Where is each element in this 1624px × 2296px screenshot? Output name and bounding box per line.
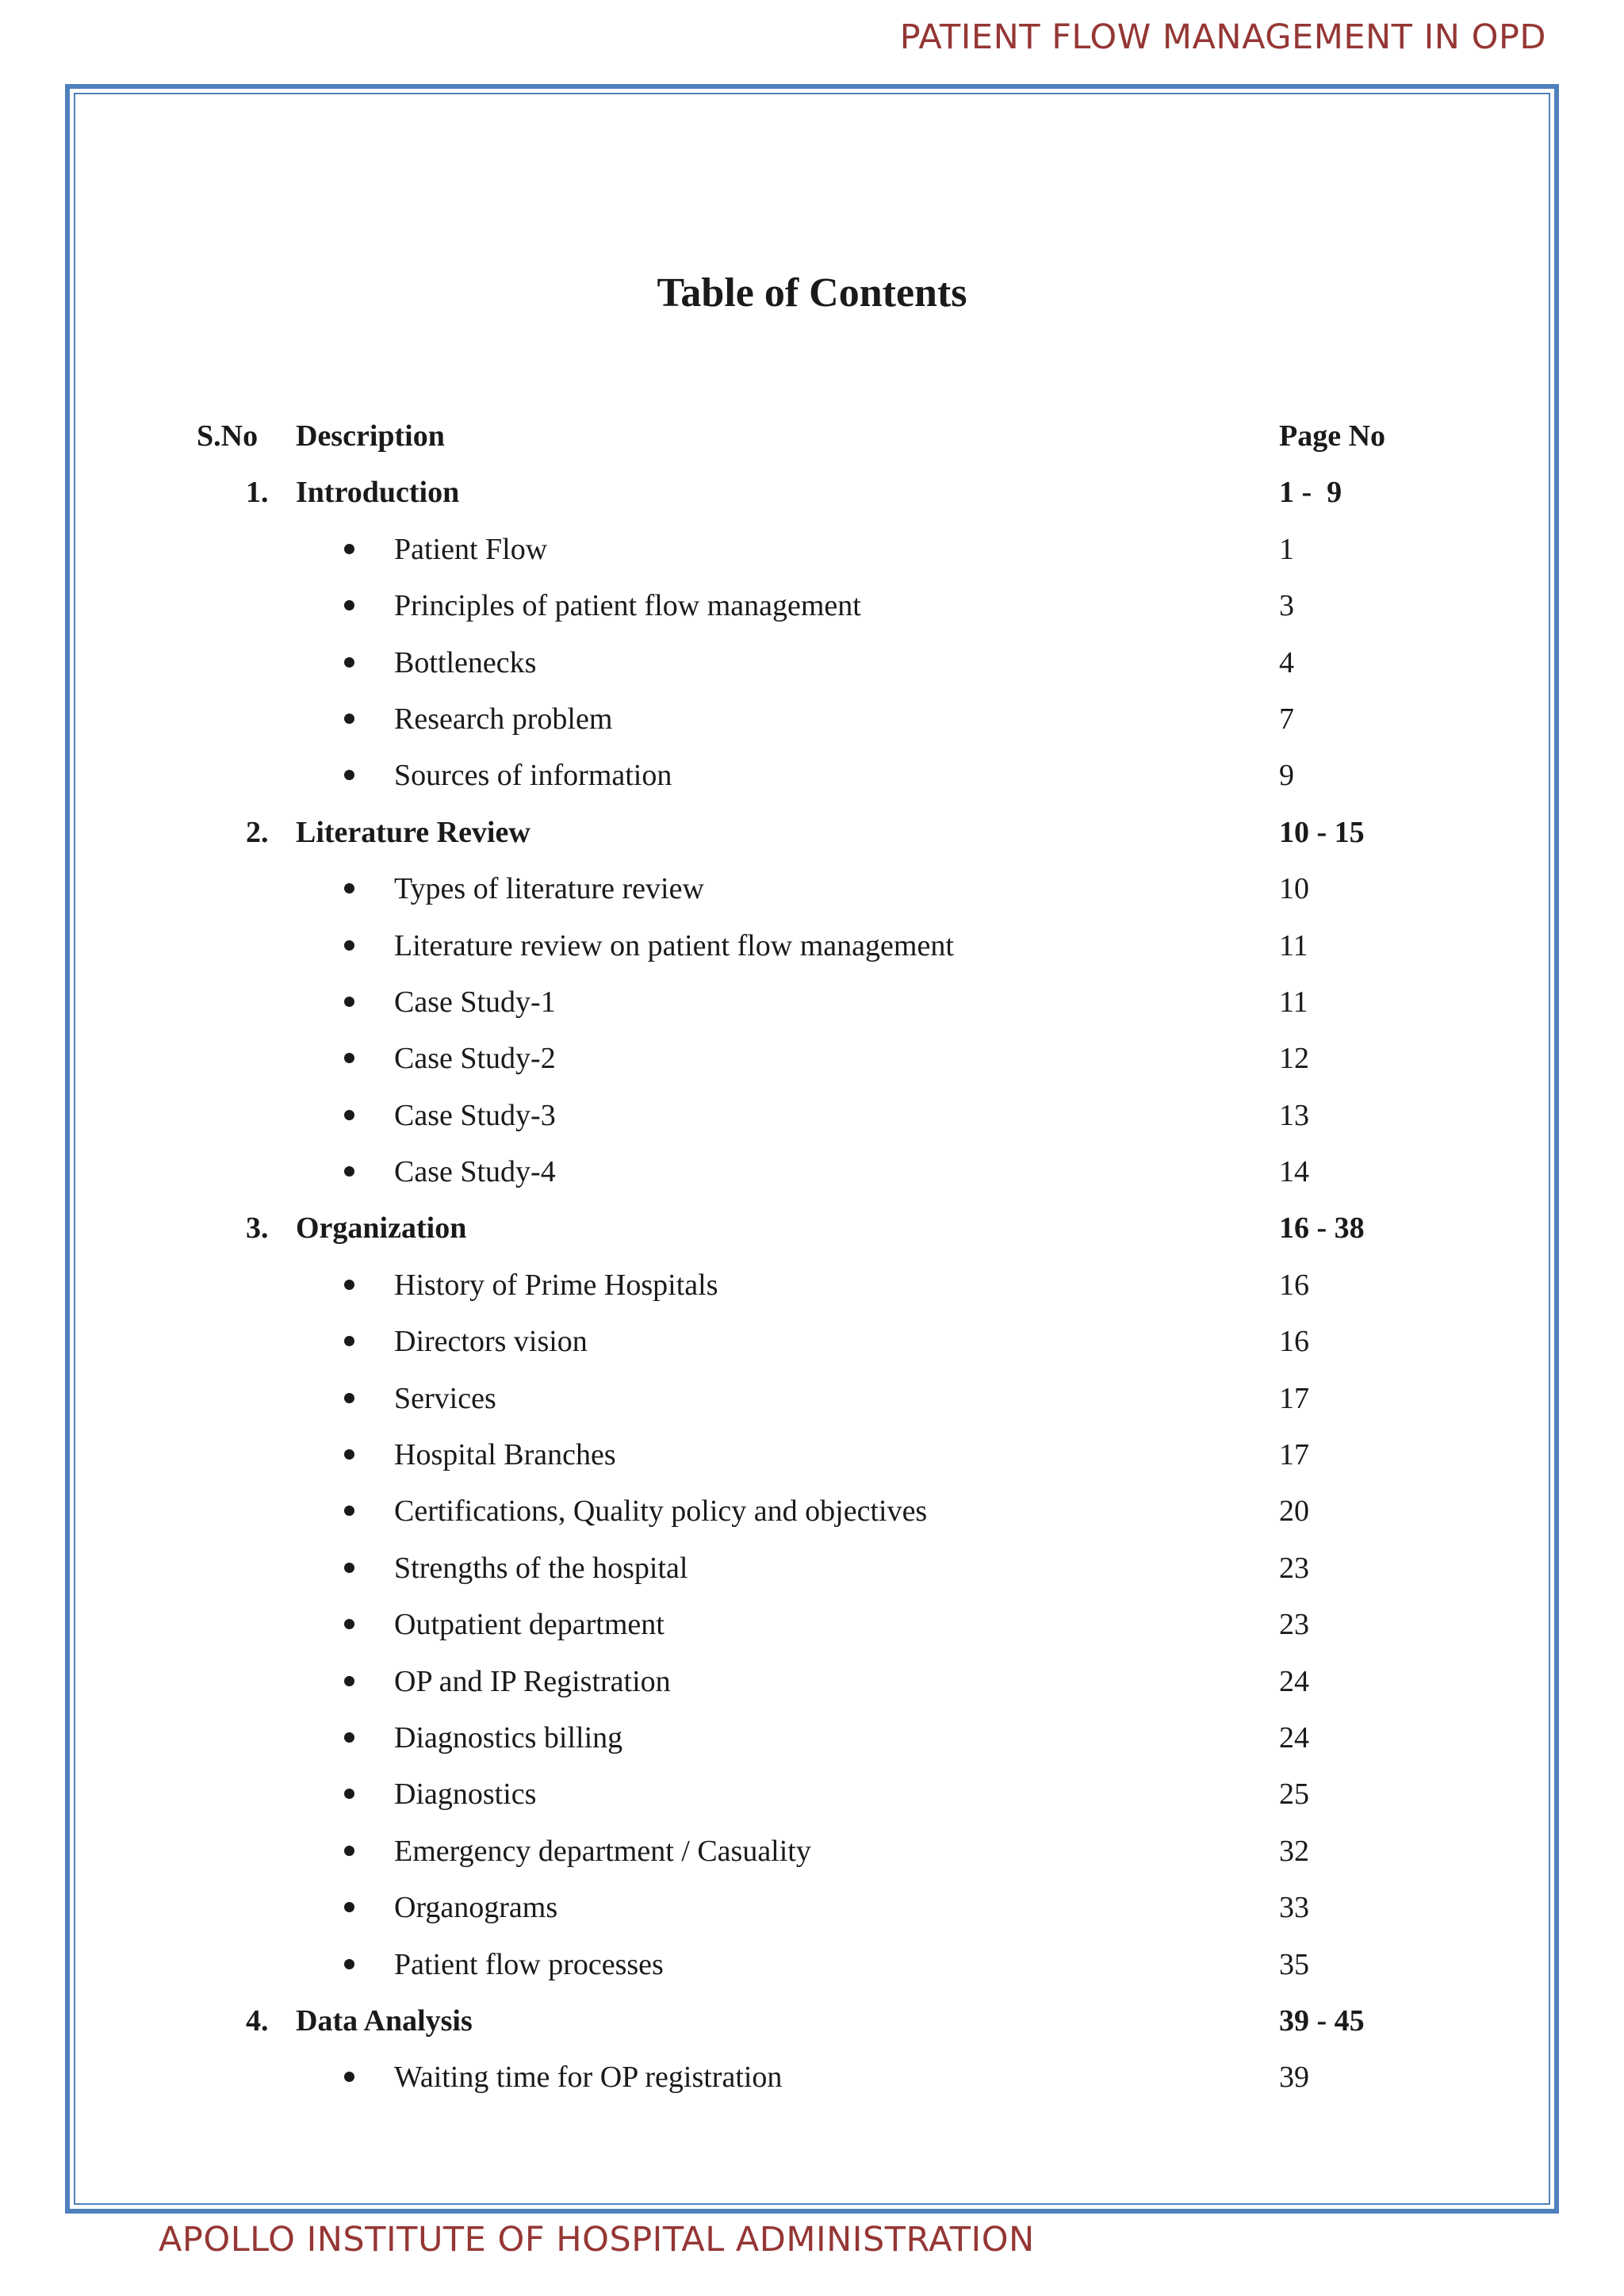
running-header: PATIENT FLOW MANAGEMENT IN OPD	[899, 17, 1546, 57]
section-title: Data Analysis	[296, 2003, 473, 2038]
bullet-icon	[344, 1280, 354, 1290]
column-header-description: Description	[296, 419, 445, 453]
toc-item-row	[0, 978, 1624, 1035]
section-page-range: 16 - 38	[1279, 1211, 1365, 1246]
bullet-icon	[344, 1902, 354, 1912]
section-number: 2.	[246, 815, 269, 849]
section-title: Literature Review	[296, 815, 530, 849]
item-page-number: 1	[1279, 532, 1294, 566]
section-number: 3.	[246, 1211, 269, 1246]
column-header-page: Page No	[1279, 419, 1386, 453]
toc-item-row	[0, 1770, 1624, 1827]
item-title: Directors vision	[394, 1325, 588, 1359]
item-title: Case Study-3	[394, 1098, 556, 1132]
item-title: Outpatient department	[394, 1608, 665, 1642]
bullet-icon	[344, 1506, 354, 1516]
bullet-icon	[344, 2072, 354, 2082]
item-page-number: 16	[1279, 1325, 1309, 1359]
toc-item-row	[0, 639, 1624, 695]
item-title: Services	[394, 1381, 496, 1415]
item-title: Literature review on patient flow management	[394, 928, 954, 962]
bullet-icon	[344, 1846, 354, 1856]
item-title: Types of literature review	[394, 872, 704, 906]
section-number: 4.	[246, 2003, 269, 2038]
bullet-icon	[344, 770, 354, 780]
item-page-number: 16	[1279, 1268, 1309, 1302]
toc-section-row	[0, 1204, 1624, 1261]
column-header-sno: S.No	[197, 419, 259, 453]
bullet-icon	[344, 883, 354, 894]
toc-title: Table of Contents	[657, 270, 967, 316]
toc-item-row	[0, 1318, 1624, 1374]
section-number: 1.	[246, 476, 269, 510]
bullet-icon	[344, 1959, 354, 1969]
item-title: Sources of information	[394, 759, 672, 793]
toc-item-row	[0, 1884, 1624, 1940]
bullet-icon	[344, 1619, 354, 1629]
bullet-icon	[344, 1563, 354, 1573]
toc-item-row	[0, 1714, 1624, 1770]
item-title: Patient flow processes	[394, 1947, 664, 1981]
item-page-number: 20	[1279, 1494, 1309, 1529]
toc-item-row	[0, 1827, 1624, 1884]
running-footer: APOLLO INSTITUTE OF HOSPITAL ADMINISTRATION	[159, 2220, 1035, 2260]
item-title: Organograms	[394, 1891, 558, 1925]
section-page-range: 39 - 45	[1279, 2003, 1365, 2038]
item-title: Emergency department / Casuality	[394, 1834, 811, 1868]
section-title: Organization	[296, 1211, 467, 1246]
item-page-number: 35	[1279, 1947, 1309, 1981]
section-title: Introduction	[296, 476, 460, 510]
bullet-icon	[344, 600, 354, 610]
item-page-number: 17	[1279, 1438, 1309, 1472]
item-page-number: 39	[1279, 2061, 1309, 2095]
toc-header-row	[0, 412, 1624, 469]
toc-item-row	[0, 526, 1624, 582]
item-page-number: 17	[1279, 1381, 1309, 1415]
item-page-number: 7	[1279, 702, 1294, 736]
item-title: Hospital Branches	[394, 1438, 616, 1472]
bullet-icon	[344, 1393, 354, 1403]
item-page-number: 24	[1279, 1664, 1309, 1698]
item-title: OP and IP Registration	[394, 1664, 671, 1698]
bullet-icon	[344, 1789, 354, 1799]
table-of-contents	[0, 412, 1624, 2110]
toc-section-row	[0, 469, 1624, 525]
item-title: Bottlenecks	[394, 645, 537, 679]
bullet-icon	[344, 1676, 354, 1686]
item-page-number: 11	[1279, 985, 1308, 1019]
item-title: Research problem	[394, 702, 613, 736]
section-page-range: 1 - 9	[1279, 476, 1342, 510]
item-page-number: 10	[1279, 872, 1309, 906]
item-page-number: 23	[1279, 1551, 1309, 1585]
item-page-number: 13	[1279, 1098, 1309, 1132]
bullet-icon	[344, 1336, 354, 1346]
item-title: Diagnostics billing	[394, 1720, 623, 1755]
bullet-icon	[344, 714, 354, 724]
bullet-icon	[344, 1166, 354, 1177]
toc-item-row	[0, 1035, 1624, 1091]
item-title: Certifications, Quality policy and objectives	[394, 1494, 928, 1529]
toc-item-row	[0, 1941, 1624, 1997]
toc-item-row	[0, 1431, 1624, 1487]
toc-item-row	[0, 1261, 1624, 1318]
bullet-icon	[344, 940, 354, 951]
item-title: Patient Flow	[394, 532, 548, 566]
toc-item-row	[0, 1487, 1624, 1544]
item-page-number: 32	[1279, 1834, 1309, 1868]
toc-item-row	[0, 1544, 1624, 1601]
item-page-number: 4	[1279, 645, 1294, 679]
toc-item-row	[0, 2053, 1624, 2110]
bullet-icon	[344, 997, 354, 1007]
item-title: Strengths of the hospital	[394, 1551, 688, 1585]
toc-section-row	[0, 809, 1624, 865]
item-title: Principles of patient flow management	[394, 589, 861, 623]
toc-item-row	[0, 1148, 1624, 1204]
bullet-icon	[344, 1110, 354, 1120]
item-title: Case Study-2	[394, 1042, 556, 1076]
toc-section-row	[0, 1997, 1624, 2053]
toc-item-row	[0, 1092, 1624, 1148]
bullet-icon	[344, 1732, 354, 1743]
bullet-icon	[344, 544, 354, 554]
toc-item-row	[0, 865, 1624, 921]
item-page-number: 3	[1279, 589, 1294, 623]
toc-item-row	[0, 922, 1624, 978]
item-title: Case Study-1	[394, 985, 556, 1019]
item-page-number: 14	[1279, 1155, 1309, 1189]
bullet-icon	[344, 657, 354, 668]
bullet-icon	[344, 1449, 354, 1460]
bullet-icon	[344, 1053, 354, 1063]
toc-item-row	[0, 1658, 1624, 1714]
toc-item-row	[0, 1375, 1624, 1431]
item-page-number: 33	[1279, 1891, 1309, 1925]
item-page-number: 24	[1279, 1720, 1309, 1755]
toc-item-row	[0, 1601, 1624, 1657]
item-page-number: 12	[1279, 1042, 1309, 1076]
toc-item-row	[0, 752, 1624, 808]
item-page-number: 23	[1279, 1608, 1309, 1642]
toc-body	[0, 469, 1624, 2110]
item-title: History of Prime Hospitals	[394, 1268, 718, 1302]
item-page-number: 9	[1279, 759, 1294, 793]
item-title: Waiting time for OP registration	[394, 2061, 783, 2095]
item-page-number: 25	[1279, 1777, 1309, 1812]
toc-item-row	[0, 582, 1624, 638]
toc-item-row	[0, 695, 1624, 752]
item-title: Case Study-4	[394, 1155, 556, 1189]
section-page-range: 10 - 15	[1279, 815, 1365, 849]
item-page-number: 11	[1279, 928, 1308, 962]
item-title: Diagnostics	[394, 1777, 537, 1812]
